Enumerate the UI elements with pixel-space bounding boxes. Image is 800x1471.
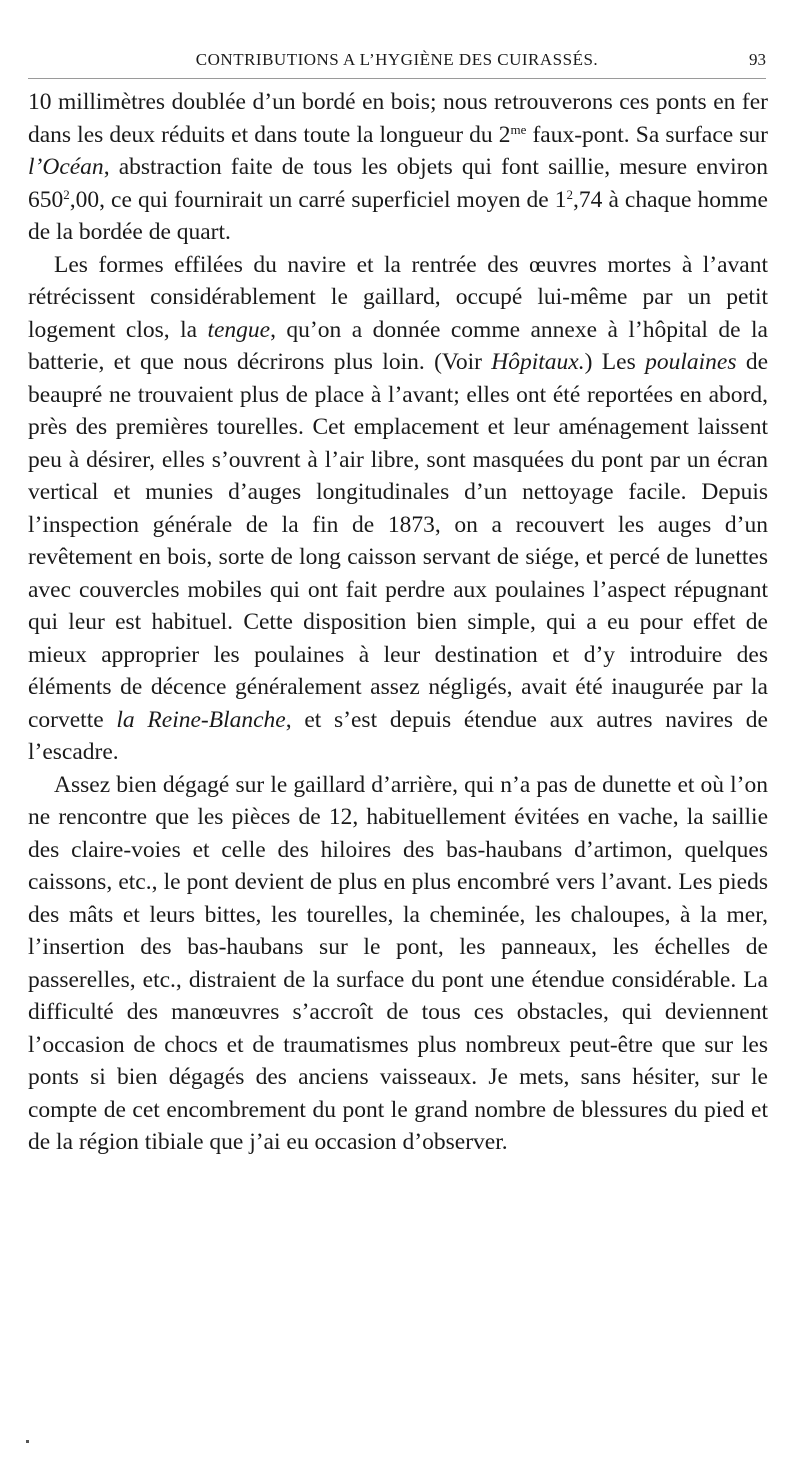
paragraph-2 <box>28 249 768 769</box>
paragraph-3 <box>28 769 768 1159</box>
text-run: ,74 à chaque homme de la bordée de quart. <box>28 186 768 245</box>
page-number: 93 <box>749 50 766 69</box>
text-run: , et s’est depuis étendue aux autres navires de l’escadre. <box>28 706 768 765</box>
running-title: CONTRIBUTIONS A L’HYGIÈNE DES CUIRASSÉS. <box>195 50 599 69</box>
text-run: ) Les <box>584 349 646 375</box>
superscript: 2 <box>63 186 70 202</box>
italic-text: tengue <box>207 316 271 343</box>
running-header <box>28 48 766 79</box>
superscript: 2 <box>566 186 574 202</box>
text-run: faux-pont. Sa surface sur <box>526 121 769 148</box>
italic-text: Hôpitaux. <box>491 349 585 375</box>
stray-ink-mark <box>26 1440 29 1443</box>
text-run: de beaupré ne trouvaient plus de place à l’avant; elles ont été reportées en abord, près des premières tourelles. Cet emplacement et leur aménagement laissent peu à désirer, elles s’ouvrent à l’air libre, sont masquées du pont par un écran vertical et munies d’auges longitudinales d’un nettoyage facile. Depuis l’inspection générale de la fin de 1873, on a recouvert les auges d’un revêtement en bois, sorte de long caisson servant de siége, et percé de lunettes avec couvercles mobiles qui ont fait perdre aux poulaines l’aspect répugnant qui leur est habituel. Cette disposition bien simple, qui a eu pour effet de mieux approprier les poulaines à leur destination et d’y introduire des éléments de décence généralement assez négligés, avait été inaugurée par la corvette <box>28 349 768 733</box>
text-run: , qu’on a donnée comme annexe à l’hôpital de la batterie, et que nous décrirons plus loin. (Voir <box>28 316 768 375</box>
text-run: , abstraction faite de tous les objets qui font saillie, mesure environ 650 <box>28 154 768 213</box>
paragraph-1 <box>28 86 768 249</box>
italic-text: poulaines <box>645 349 737 375</box>
text-run: ,00, ce qui fournirait un carré superficiel moyen de 1 <box>69 186 567 213</box>
text-run: Les formes effilées du navire et la rentrée des œuvres mortes à l’avant rétrécissent considérablement le gaillard, occupé lui-même par un petit logement clos, la <box>28 251 768 343</box>
italic-text: la Reine-Blanche <box>116 706 286 733</box>
text-run: 10 millimètres doublée d’un bordé en bois; nous retrouverons ces ponts en fer dans les deux réduits et dans toute la longueur du 2 <box>28 89 768 148</box>
italic-text: l’Océan <box>28 154 104 180</box>
superscript: me <box>510 121 527 137</box>
body-text <box>28 86 768 1159</box>
text-run: Assez bien dégagé sur le gaillard d’arrière, qui n’a pas de dunette et où l’on ne rencontre que les pièces de 12, habituellement évitées en vache, la saillie des claire-voies et celle des hiloires des bas-haubans d’artimon, quelques caissons, etc., le pont devient de plus en plus encombré vers l’avant. Les pieds des mâts et leurs bittes, les tourelles, la cheminée, les chaloupes, à la mer, l’insertion des bas-haubans sur le pont, les panneaux, les échelles de passerelles, etc., distraient de la surface du pont une étendue considérable. La difficulté des manœuvres s’accroît de tous ces obstacles, qui deviennent l’occasion de chocs et de traumatismes plus nombreux peut-être que sur les ponts si bien dégagés des anciens vaisseaux. Je mets, sans hésiter, sur le compte de cet encombrement du pont le grand nombre de blessures du pied et de la région tibiale que j’ai eu occasion d’observer. <box>28 771 768 1155</box>
